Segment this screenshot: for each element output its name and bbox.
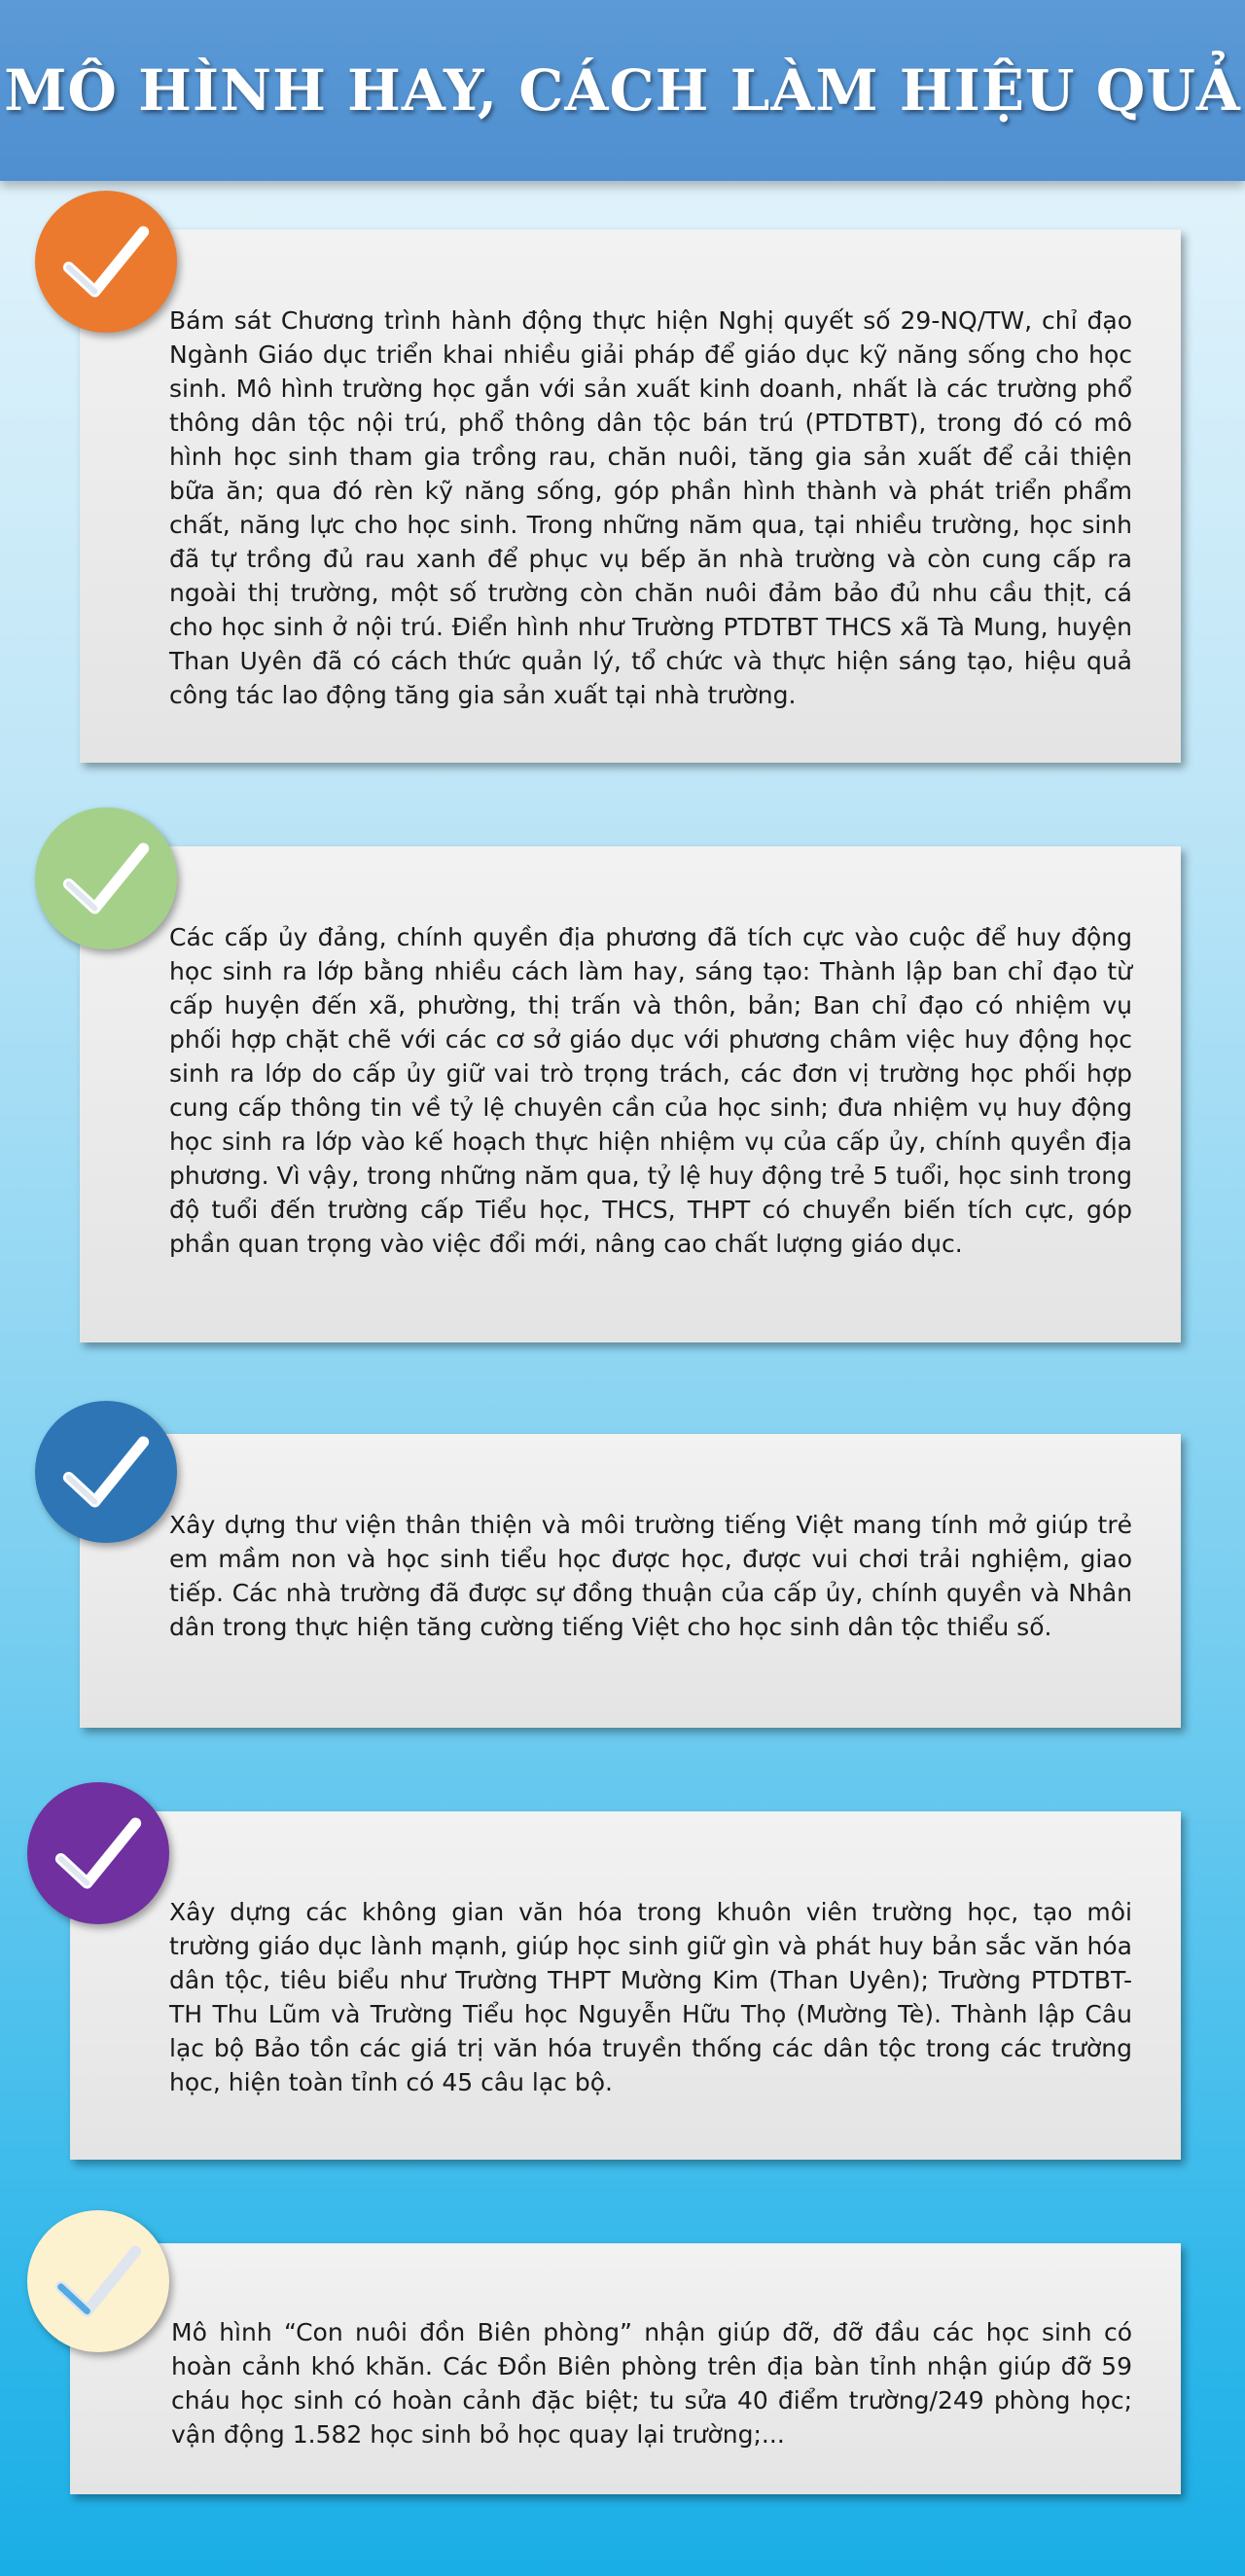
info-card-3-text: Xây dựng thư viện thân thiện và môi trường tiếng Việt mang tính mở giúp trẻ em mầm non và học sinh tiểu học được học, được vui chơi trải nghiệm, giao tiếp. Các nhà trường đã được sự đồng thuận của cấp ủy, chính quyền và Nhân dân trong thực hiện tăng cường tiếng Việt cho học sinh dân tộc thiểu số. (169, 1511, 1132, 1641)
info-card-2-text: Các cấp ủy đảng, chính quyền địa phương đã tích cực vào cuộc để huy động học sinh ra lớp bằng nhiều cách làm hay, sáng tạo: Thành lập ban chỉ đạo từ cấp huyện đến xã, phường, thị trấn và thôn, bản; Ban chỉ đạo có nhiệm vụ phối hợp chặt chẽ với các cơ sở giáo dục với phương châm việc huy động học sinh ra lớp do cấp ủy giữ vai trò trọng trách, các đơn vị trường học phối hợp cung cấp thông tin về tỷ lệ chuyên cần của học sinh; đưa nhiệm vụ huy động học sinh ra lớp vào kế hoạch thực hiện nhiệm vụ của cấp ủy, chính quyền địa phương. Vì vậy, trong những năm qua, tỷ lệ huy động trẻ 5 tuổi, học sinh trong độ tuổi đến trường cấp Tiểu học, THCS, THPT có chuyển biến tích cực, góp phần quan trọng vào việc đổi mới, nâng cao chất lượng giáo dục. (169, 923, 1132, 1258)
info-card-4 (70, 1811, 1181, 2160)
badge-5 (27, 2210, 169, 2352)
info-card-5 (70, 2243, 1181, 2494)
checkmark-icon (52, 2235, 145, 2328)
page-title: MÔ HÌNH HAY, CÁCH LÀM HIỆU QUẢ (4, 57, 1241, 124)
info-card-4-text: Xây dựng các không gian văn hóa trong khuôn viên trường học, tạo môi trường giáo dục lành mạnh, giúp học sinh giữ gìn và phát huy bản sắc văn hóa dân tộc, tiêu biểu như Trường THPT Mường Kim (Than Uyên); Trường PTDTBT-TH Thu Lũm và Trường Tiểu học Nguyễn Hữu Thọ (Mường Tè). Thành lập Câu lạc bộ Bảo tồn các giá trị văn hóa truyền thống các dân tộc trong các trường học, hiện toàn tỉnh có 45 câu lạc bộ. (169, 1898, 1132, 2096)
badge-1 (35, 191, 177, 333)
checkmark-icon (59, 1425, 153, 1519)
checkmark-icon (52, 1807, 145, 1900)
info-card-1-text: Bám sát Chương trình hành động thực hiện Nghị quyết số 29-NQ/TW, chỉ đạo Ngành Giáo dục triển khai nhiều giải pháp để giáo dục kỹ năng sống cho học sinh. Mô hình trường học gắn với sản xuất kinh doanh, nhất là các trường phổ thông dân tộc nội trú, phổ thông dân tộc bán trú (PTDTBT), trong đó có mô hình học sinh tham gia trồng rau, chăn nuôi, tăng gia sản xuất để cải thiện bữa ăn; qua đó rèn kỹ năng sống, góp phần hình thành và phát triển phẩm chất, năng lực cho học sinh. Trong những năm qua, tại nhiều trường, học sinh đã tự trồng đủ rau xanh để phục vụ bếp ăn nhà trường và còn cung cấp ra ngoài thị trường, một số trường còn chăn nuôi đảm bảo đủ nhu cầu thịt, cá cho học sinh ở nội trú. Điển hình như Trường PTDTBT THCS xã Tà Mung, huyện Than Uyên đã có cách thức quản lý, tổ chức và thực hiện sáng tạo, hiệu quả công tác lao động tăng gia sản xuất tại nhà trường. (169, 306, 1132, 709)
checkmark-icon (59, 215, 153, 308)
badge-4 (27, 1782, 169, 1924)
info-card-2 (80, 846, 1181, 1342)
badge-3 (35, 1401, 177, 1543)
checkmark-icon (59, 832, 153, 925)
info-card-5-text: Mô hình “Con nuôi đồn Biên phòng” nhận giúp đỡ, đỡ đầu các học sinh có hoàn cảnh khó khăn. Các Đồn Biên phòng trên địa bàn tỉnh nhận giúp đỡ 59 cháu học sinh có hoàn cảnh đặc biệt; tu sửa 40 điểm trường/249 phòng học; vận động 1.582 học sinh bỏ học quay lại trường;... (171, 2318, 1132, 2449)
info-card-3 (80, 1434, 1181, 1728)
badge-2 (35, 807, 177, 949)
header-banner (0, 0, 1245, 181)
info-card-1 (80, 230, 1181, 763)
